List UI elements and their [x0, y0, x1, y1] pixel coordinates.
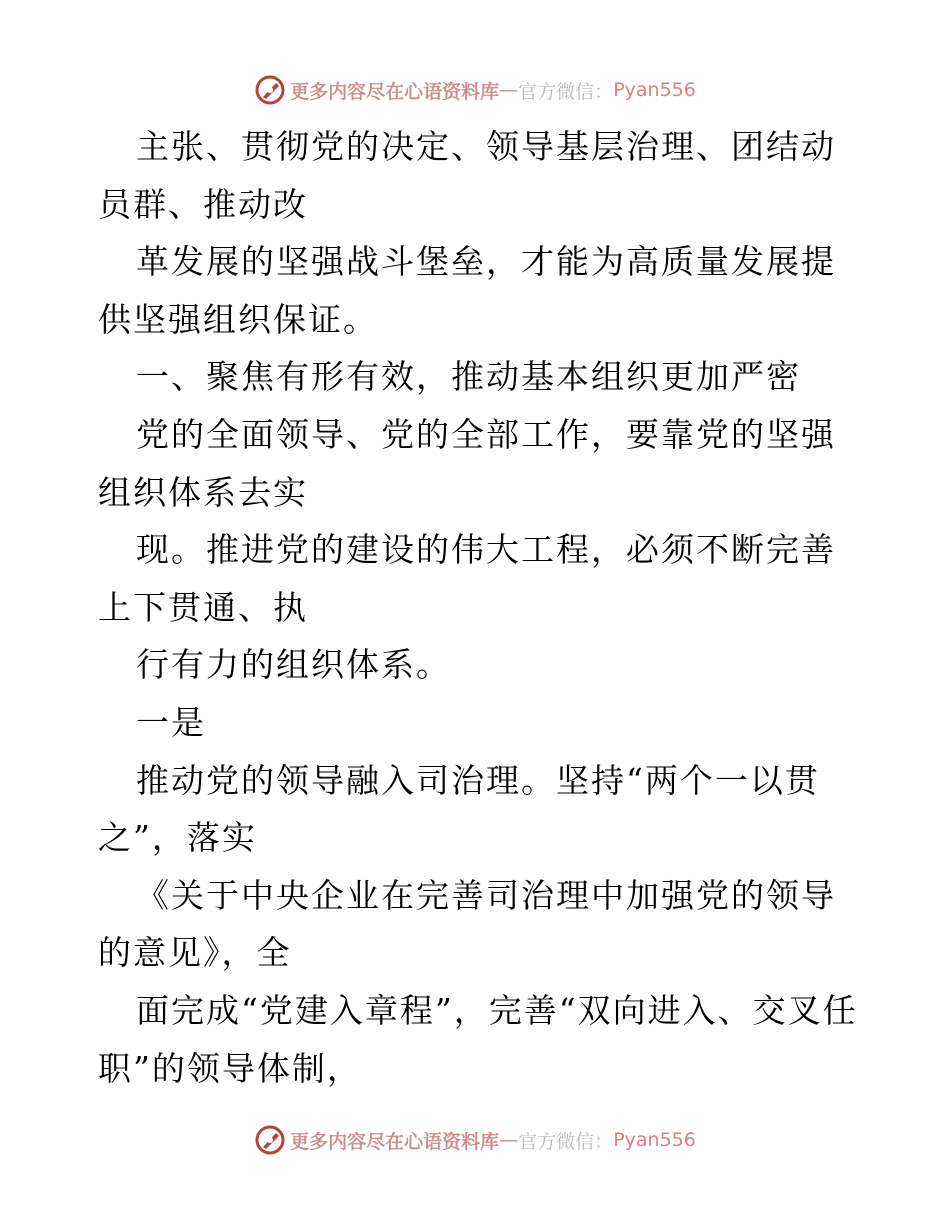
paragraph: 现。推进党的建设的伟大工程，必须不断完善上下贯通、执 — [98, 530, 836, 627]
watermark-official-label: 官方微信： — [518, 1130, 614, 1153]
pen-logo-icon — [254, 1124, 286, 1156]
watermark-official-label: 官方微信： — [518, 80, 614, 103]
paragraph: 《关于中央企业在完善司治理中加强党的领导的意见》，全 — [98, 875, 836, 973]
subheading: 一是 — [136, 702, 206, 742]
paragraph: 主张、贯彻党的决定、领导基层治理、团结动员群、推动改 — [98, 127, 836, 224]
paragraph: 党的全面领导、党的全部工作，要靠党的坚强组织体系去实 — [98, 414, 836, 512]
paragraph: 推动党的领导融入司治理。坚持“两个一以贯之”，落实 — [98, 760, 820, 858]
watermark-wechat-id: Pyan556 — [613, 79, 696, 101]
paragraph: 行有力的组织体系。 — [136, 645, 451, 685]
paragraph: 面完成“党建入章程”，完善“双向进入、交叉任职”的领导体制， — [98, 990, 858, 1088]
watermark-site-text: 更多内容尽在心语资料库 — [290, 80, 500, 103]
watermark-wechat-id: Pyan556 — [613, 1129, 696, 1151]
document-body — [98, 118, 858, 1097]
header-watermark — [0, 70, 950, 110]
watermark-dash: — — [499, 79, 519, 101]
paragraph: 革发展的坚强战斗堡垒，才能为高质量发展提供坚强组织保证。 — [98, 242, 836, 339]
section-heading: 一、聚焦有形有效，推动基本组织更加严密 — [136, 357, 801, 397]
watermark-site-text: 更多内容尽在心语资料库 — [290, 1130, 500, 1153]
footer-watermark — [0, 1120, 950, 1160]
watermark-dash: — — [499, 1129, 519, 1151]
pen-logo-icon — [254, 74, 286, 106]
